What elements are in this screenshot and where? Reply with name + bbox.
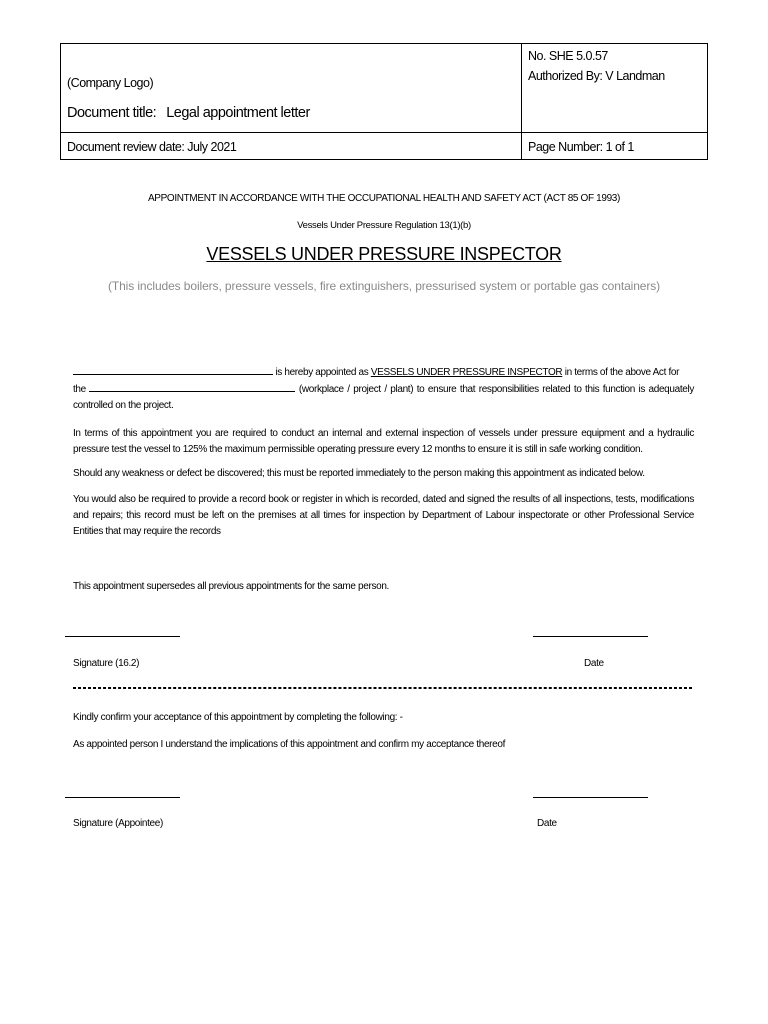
authorized-by: Authorized By: V Landman — [528, 69, 665, 83]
page-number: Page Number: 1 of 1 — [528, 140, 634, 154]
signature-label: Signature (16.2) — [73, 658, 140, 669]
defect-paragraph: Should any weakness or defect be discovered; this must be reported immediately to the person making this appointment as indicated below. — [73, 468, 645, 479]
appointment-paragraph — [73, 364, 694, 414]
header-row-divider — [61, 132, 707, 133]
appointee-date-line[interactable] — [533, 797, 648, 798]
inspection-paragraph: In terms of this appointment you are required to conduct an internal and external inspection of vessels under pressure equipment and a hydraulic pressure test the vessel to 125% the maximum permissible operating pressure every 12 months to ensure it is still in safe working condition. — [73, 428, 694, 455]
appointment-text: the — [73, 384, 86, 395]
workplace-label: (workplace / project / plant) — [298, 384, 414, 395]
appointee-name-blank[interactable] — [73, 364, 273, 375]
regulation-reference: Vessels Under Pressure Regulation 13(1)(b) — [297, 220, 471, 231]
record-paragraph: You would also be required to provide a record book or register in which is recorded, dated and signed the results of all inspections, tests, modifications and repairs; this record must be left on the premises at all times for inspection by Department of Labour inspectorate or other Professional Service Entities that may require the records — [73, 494, 694, 537]
act-heading: APPOINTMENT IN ACCORDANCE WITH THE OCCUPATIONAL HEALTH AND SAFETY ACT (ACT 85 OF 1993) — [147, 193, 621, 204]
signature-line[interactable] — [65, 636, 180, 637]
workplace-blank[interactable] — [89, 381, 295, 392]
confirm-instruction: Kindly confirm your acceptance of this appointment by completing the following: - — [73, 712, 403, 723]
appointment-role: VESSELS UNDER PRESSURE INSPECTOR — [370, 367, 563, 378]
date-label: Date — [584, 658, 604, 669]
appointment-text: in terms of the above Act for — [564, 367, 680, 378]
document-title — [67, 105, 310, 121]
header-column-divider — [521, 44, 522, 159]
page-subtitle: (This includes boilers, pressure vessels, fire extinguishers, pressurised system or portable gas containers) — [107, 279, 661, 293]
date-line[interactable] — [533, 636, 648, 637]
company-logo-placeholder: (Company Logo) — [67, 76, 154, 90]
appointee-signature-line[interactable] — [65, 797, 180, 798]
confirm-statement: As appointed person I understand the implications of this appointment and confirm my acceptance thereof — [73, 739, 506, 750]
document-title-value: Legal appointment letter — [166, 105, 310, 121]
page-title: VESSELS UNDER PRESSURE INSPECTOR — [206, 244, 562, 264]
appointee-date-label: Date — [537, 818, 557, 829]
appointment-text: to ensure that responsibilities related to this function is adequately controlled on the project. — [73, 384, 694, 411]
appointment-text: is hereby appointed as — [275, 367, 369, 378]
review-date: Document review date: July 2021 — [67, 140, 237, 154]
section-divider — [73, 687, 692, 689]
document-header-table — [60, 43, 708, 160]
supersedes-statement: This appointment supersedes all previous appointments for the same person. — [73, 581, 389, 592]
document-number: No. SHE 5.0.57 — [528, 49, 608, 63]
document-title-label: Document title: — [67, 105, 157, 121]
appointee-signature-label: Signature (Appointee) — [73, 818, 163, 829]
